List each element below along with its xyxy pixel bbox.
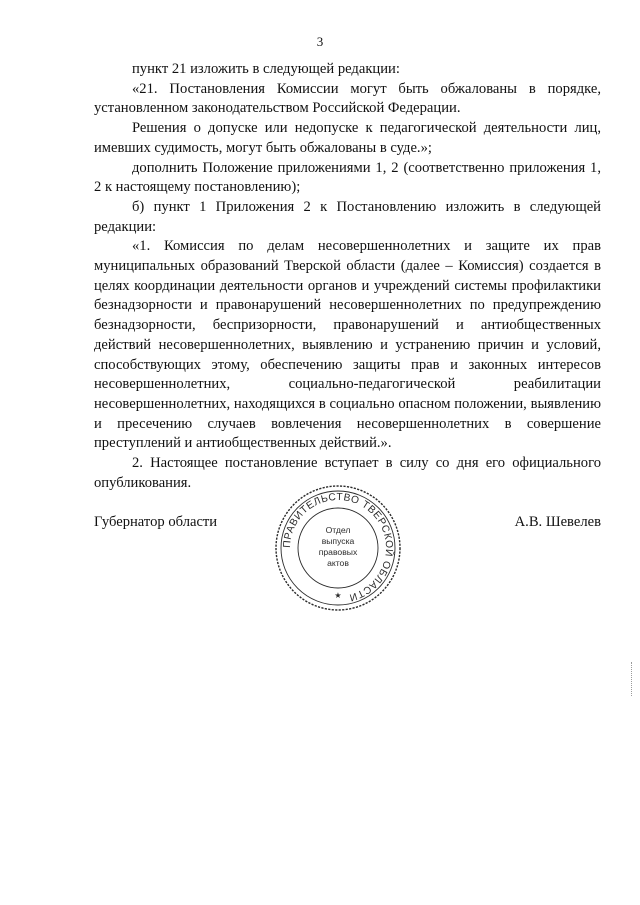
stamp-star-icon: ★ (334, 591, 342, 600)
stamp-line-3: правовых (318, 547, 358, 557)
paragraph-5: б) пункт 1 Приложения 2 к Постановлению изложить в следующей редакции: (94, 198, 601, 235)
page-number: 3 (316, 34, 324, 49)
stamp-seal (271, 481, 405, 615)
signature-block (94, 491, 601, 611)
document-body (94, 60, 601, 493)
paragraph-3: Решения о допуске или недопуске к педагогической деятельности лиц, имевших судимость, могут быть обжалованы в суде.»; (94, 120, 601, 156)
stamp-line-4: актов (327, 558, 349, 568)
paragraph-7: 2. Настоящее постановление вступает в силу со дня его официального опубликования. (94, 455, 601, 491)
stamp-ring-text: ПРАВИТЕЛЬСТВО ТВЕРСКОЙ ОБЛАСТИ (281, 491, 395, 603)
paragraph-1: пункт 21 изложить в следующей редакции: (132, 61, 400, 77)
signer-title: Губернатор области (94, 514, 218, 530)
paragraph-2: «21. Постановления Комиссии могут быть обжалованы в порядке, установленном законодательством Российской Федерации. (94, 80, 601, 117)
paragraph-6: «1. Комиссия по делам несовершеннолетних и защите их прав муниципальных образований Тверской области (далее – Комиссия) создается в целях координации деятельности органов и учреждений системы профилактики безнадзорности и правонарушений несовершеннолетних по предупреждению безнадзорности, беспризорности, правонарушений и антиобщественных действий несовершеннолетних, выявлению и устранению причин и условий, способствующих этому, обеспечению защиты прав и законных интересов несовершеннолетних, социально-педагогической реабилитации несовершеннолетних, находящихся в социально опасном положении, выявлению и пресечению случаев вовлечения несовершеннолетних в совершение преступлений и антиобщественных действий.». (94, 238, 601, 452)
official-stamp (271, 481, 405, 615)
stamp-line-2: выпуска (321, 536, 355, 546)
stamp-center-text (319, 525, 358, 568)
stamp-line-1: Отдел (325, 525, 351, 535)
margin-scan-mark (631, 662, 634, 696)
signer-name: А.В. Шевелев (514, 514, 601, 530)
paragraph-4: дополнить Положение приложениями 1, 2 (соответственно приложения 1, 2 к настоящему постановлению); (94, 159, 601, 196)
